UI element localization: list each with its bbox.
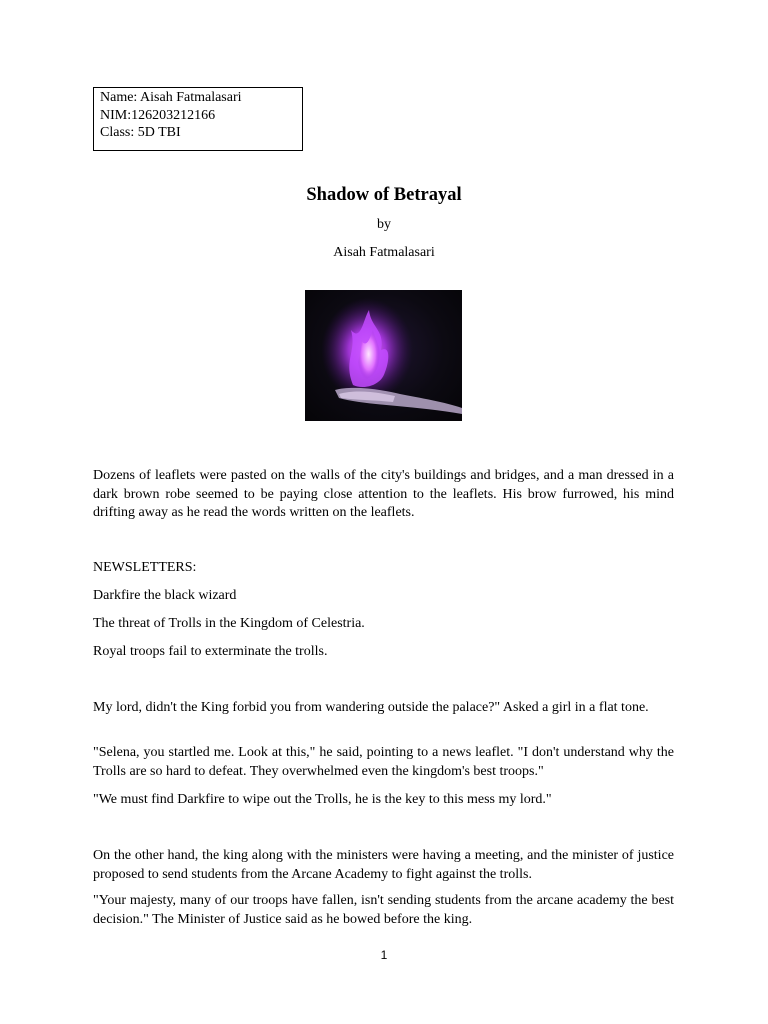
student-class: Class: 5D TBI <box>100 125 181 140</box>
paragraph-1: Dozens of leaflets were pasted on the walls of the city's buildings and bridges, and a man dressed in a dark brown robe seemed to be paying close attention to the leaflets. His brow furrowed, his mind drifting away as he read the words written on the leaflets. <box>93 468 674 520</box>
student-nim: NIM:126203212166 <box>100 107 216 123</box>
purple-flame-hand-image <box>305 290 462 421</box>
page-number: 1 <box>380 948 388 962</box>
paragraph-5: On the other hand, the king along with the ministers were having a meeting, and the minister of justice proposed to send students from the Arcane Academy to fight against the trolls. <box>93 848 674 882</box>
paragraph-4: "We must find Darkfire to wipe out the Trolls, he is the key to this mess my lord." <box>93 792 552 807</box>
story-author: Aisah Fatmalasari <box>333 245 435 260</box>
flame-illustration <box>305 290 462 421</box>
story-title: Shadow of Betrayal <box>306 185 462 205</box>
student-name: Name: Aisah Fatmalasari <box>100 90 242 105</box>
by-label: by <box>377 217 391 232</box>
newsletters-heading: NEWSLETTERS: <box>93 560 197 575</box>
newsletter-item-1: Darkfire the black wizard <box>93 588 237 603</box>
student-info-box <box>93 87 303 151</box>
paragraph-2: My lord, didn't the King forbid you from wandering outside the palace?" Asked a girl in a flat tone. <box>93 700 649 715</box>
paragraph-6: "Your majesty, many of our troops have fallen, isn't sending students from the arcane academy the best decision." The Minister of Justice said as he bowed before the king. <box>93 893 674 927</box>
paragraph-3: "Selena, you startled me. Look at this," he said, pointing to a news leaflet. "I don't understand why the Trolls are so hard to defeat. They overwhelmed even the kingdom's best troops." <box>93 745 674 779</box>
newsletter-item-2: The threat of Trolls in the Kingdom of Celestria. <box>93 616 365 631</box>
newsletter-item-3: Royal troops fail to exterminate the trolls. <box>93 644 328 659</box>
